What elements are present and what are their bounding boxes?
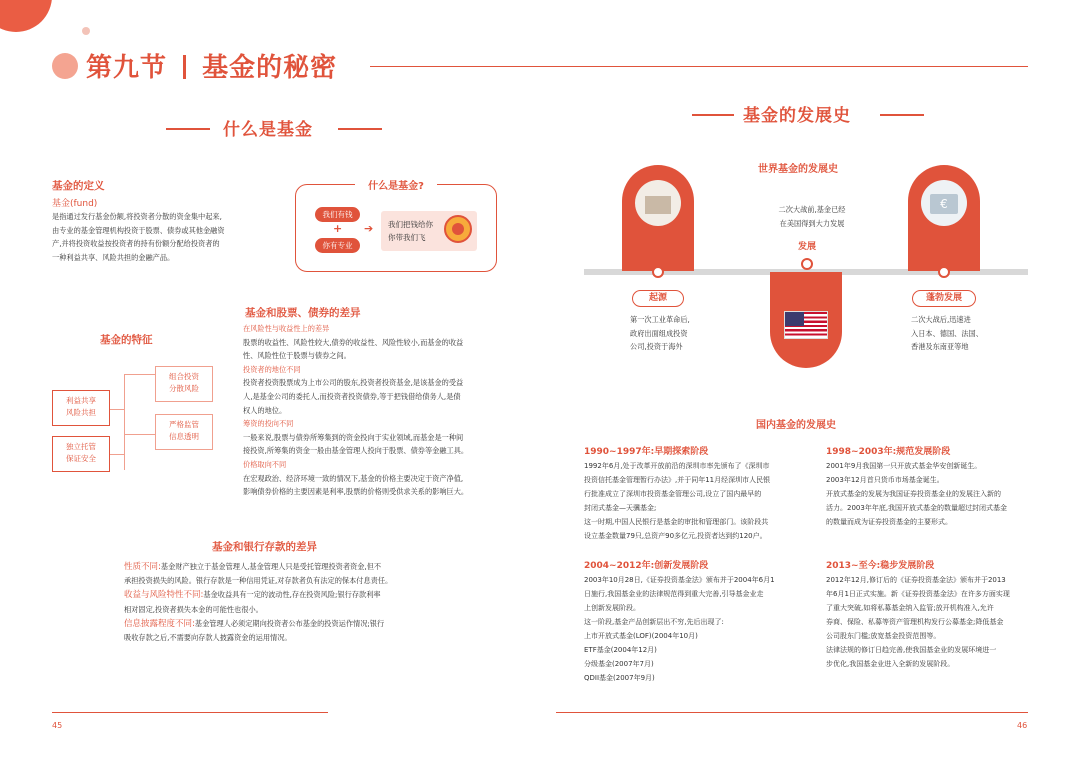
vs-stock-title: 基金和股票、债券的差异 <box>245 307 361 319</box>
section-header-dot <box>52 53 78 79</box>
feature-box-share: 利益共享 风险共担 <box>52 390 110 426</box>
page-title: 基金的秘密 <box>202 53 338 83</box>
vs-stock-content: 在风险性与收益性上的差异 股票的收益性、风险性较大,债券的收益性、风险性较小,而基金的收益 性、风险性位于股票与债券之间。 投资者的地位不同 投资者投资股票成为上市公司的股东,投资者投资基金,是该基金的受益 人,是基金公司的委托人,而投资者投资债券,等于把钱借给债务人,是债 权人的地位。 筹资的投向不同 一般来说,股票与债券所筹集到的资金投向于实业领域,而基金是一种间 接投资,所筹集的资金一般由基金管理人投向于股票、债券等金融工具。 价格取向不同 在宏观政治、经济环境一致的情况下,基金的价格主要决定于资产净值, 影响债券价格的主要因素是利率,股票的价格则受供求关系的影响巨大。 <box>243 324 469 497</box>
world-history-title: 世界基金的发展史 <box>758 164 838 175</box>
footer-rule-right <box>556 712 1028 713</box>
what-is-line-right <box>338 128 382 130</box>
vs-bank-content: 性质不同:基金财产独立于基金管理人,基金管理人只是受托管理投资者资金,但不 承担投资损失的风险。银行存款是一种信用凭证,对存款者负有法定的保本付息责任。 收益与风险特性不同:基金收益具有一定的波动性,存在投资风险;银行存款利率 相对固定,投资者损失本金的可能性也很小。 信息披露程度不同:基金管理人必须定期向投资者公布基金的投资运作情况;银行 吸收存款之后,不需要向存款人披露资金的运用情况。 <box>124 562 393 643</box>
period-2-text: 2001年9月我国第一只开放式基金华安创新诞生。 2003年12月首只货币市场基金诞生。 开放式基金的发展为我国证券投资基金业的发展注入新的 活力。2003年年底,我国开放式基金的数量超过封闭式基金 的数量而成为证券投资基金的主要形式。 <box>826 462 1008 526</box>
page-number-left: 45 <box>52 721 63 730</box>
history-heading: 基金的发展史 <box>743 106 851 126</box>
header-divider <box>183 55 186 79</box>
period-1-text: 1992年6月,处于改革开放前沿的深圳市率先颁布了《深圳市 投资信托基金管理暂行办法》,并于同年11月经深圳市人民银 行批准成立了深圳市投资基金管理公司,设立了国内最早的 封闭式基金—天骥基金; 这一时期,中国人民银行是基金的审批和管理部门。该阶段共 设立基金数量79只,总资产90多亿元,投资者达到约120户。 <box>584 462 771 540</box>
feature-box-custody: 独立托管 保证安全 <box>52 436 110 472</box>
page-number-right: 46 <box>1017 721 1028 730</box>
period-1-title: 1990~1997年:早期探索阶段 <box>584 447 709 457</box>
decorative-small-dot <box>82 27 90 35</box>
stage-text-development: 二次大战前,基金已经 在美国得到大力发展 <box>778 205 846 228</box>
period-4-text: 2012年12月,修订后的《证券投资基金法》颁布并于2013 年6月1日正式实施。新《证券投资基金法》在许多方面实现 了重大突破,如将私募基金纳入监管;放开机构准入,允许 券商、保险、私募等资产管理机构发行公募基金;降低基金 公司股东门槛;放宽基金投资范围等。 法律法规的修订日趋完善,使我国基金业的发展环境进一 步优化,我国基金业进入全新的发展阶段。 <box>826 576 1010 668</box>
section-label: 第九节 <box>86 53 168 83</box>
coins-icon-inner <box>452 223 464 235</box>
history-line-right <box>880 114 924 116</box>
timeline-dot <box>652 266 664 278</box>
what-is-heading: 什么是基金 <box>223 120 313 140</box>
plus-sign: + <box>333 222 343 235</box>
euro-envelope-shape: € <box>930 194 958 214</box>
factory-icon-shape <box>645 196 671 214</box>
features-connector <box>124 374 125 470</box>
section-header <box>86 47 337 84</box>
definition-title: 基金的定义 <box>52 180 105 192</box>
feature-box-portfolio: 组合投资 分散风险 <box>155 366 213 402</box>
features-connector <box>124 434 155 435</box>
header-rule <box>370 66 1028 67</box>
period-2-title: 1998~2003年:规范发展阶段 <box>826 447 951 457</box>
what-is-line-left <box>166 128 210 130</box>
decorative-corner-circle <box>0 0 52 32</box>
timeline-dot <box>801 258 813 270</box>
definition-text: 是指通过发行基金份额,将投资者分散的资金集中起来, 由专业的基金管理机构投资于股票、债券或其他金融资 产,并将投资收益按投资者的持有份额分配给投资者的 一种利益共享、风险共担的金融产品。 <box>52 212 225 262</box>
history-line-left <box>692 114 734 116</box>
illustration-result: 我们把钱给你 你带我们飞 <box>388 220 433 242</box>
features-title: 基金的特征 <box>100 334 153 346</box>
stage-label-boom: 蓬勃发展 <box>912 290 976 307</box>
feature-box-regulation: 严格监管 信息透明 <box>155 414 213 450</box>
features-connector <box>110 409 124 410</box>
illustration-title: 什么是基金? <box>368 181 424 192</box>
stage-label-development: 发展 <box>785 239 829 255</box>
period-3-title: 2004~2012年:创新发展阶段 <box>584 561 709 571</box>
stage-label-origin: 起源 <box>632 290 684 307</box>
arrow-icon: ➔ <box>364 222 374 235</box>
vs-bank-title: 基金和银行存款的差异 <box>212 541 317 553</box>
domestic-history-title: 国内基金的发展史 <box>756 420 836 431</box>
fund-term: 基金(fund) <box>52 199 98 209</box>
timeline-dot <box>938 266 950 278</box>
features-connector <box>110 454 124 455</box>
stage-text-origin: 第一次工业革命后, 政府出面组成投资 公司,投资于海外 <box>630 315 690 352</box>
stage-text-boom: 二次大战后,迅速进 入日本、德国、法国、 香港及东南亚等地 <box>911 315 983 352</box>
features-connector <box>124 374 155 375</box>
footer-rule-left <box>52 712 328 713</box>
pill-you-are-pro: 你有专业 <box>315 238 360 253</box>
usa-flag-canton <box>785 312 804 326</box>
pill-we-have-money: 我们有钱 <box>315 207 360 222</box>
period-3-text: 2003年10月28日,《证券投资基金法》颁布并于2004年6月1 日施行,我国基金业的法律规范得到重大完善,引导基金业走 上创新发展阶段。 这一阶段,基金产品创新层出不穷,先后出现了: 上市开放式基金(LOF)(2004年10月) ETF基金(2004年12月) 分级基金(2007年7月) QDII基金(2007年9月) <box>584 576 775 682</box>
period-4-title: 2013~至今:稳步发展阶段 <box>826 561 935 571</box>
